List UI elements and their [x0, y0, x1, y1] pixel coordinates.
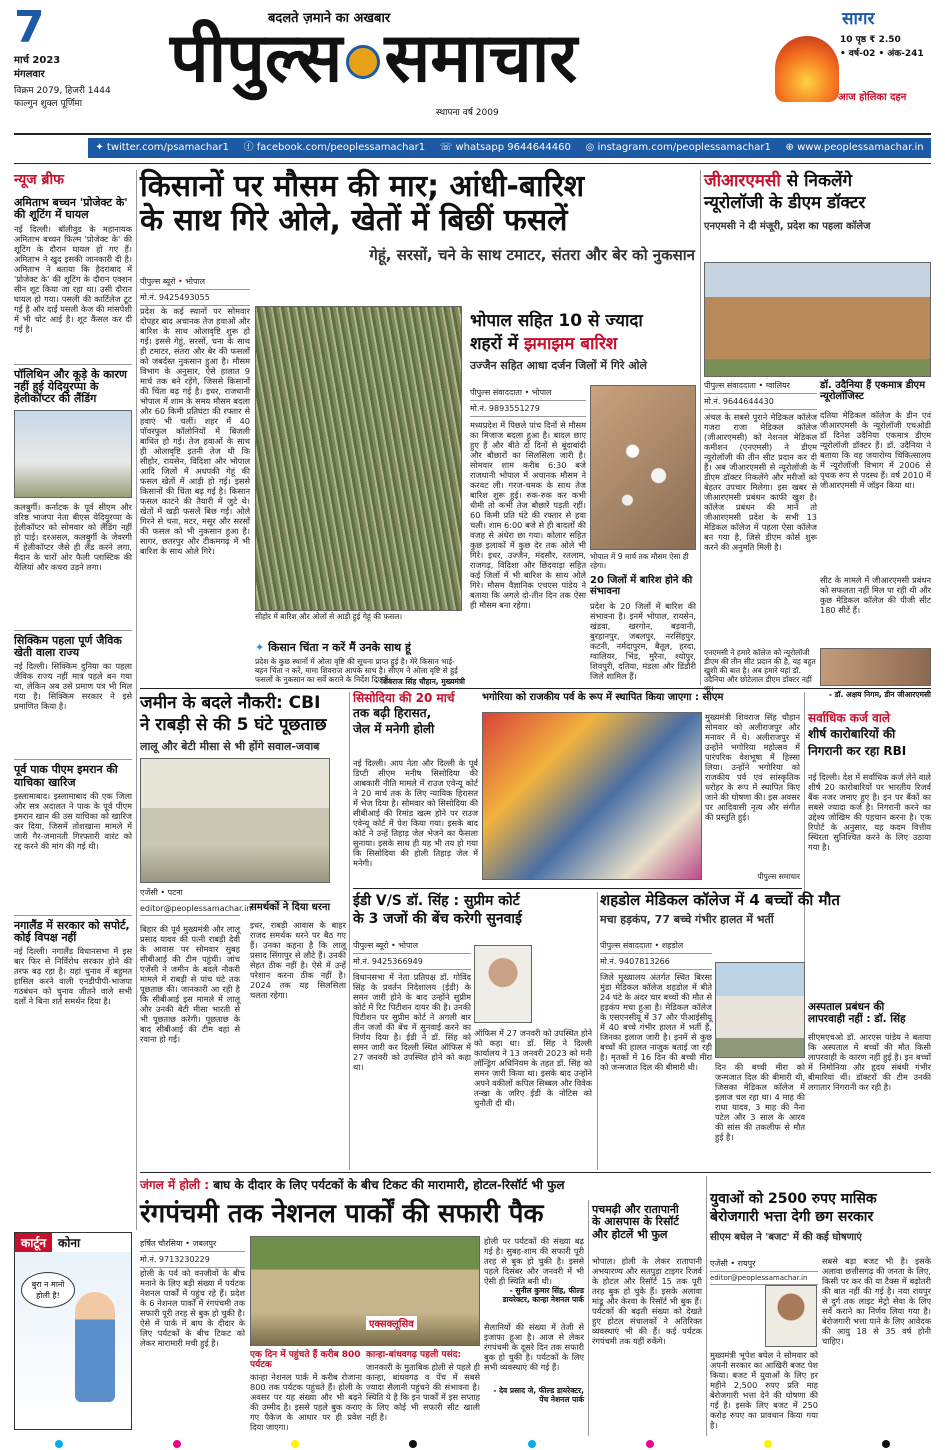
facebook-icon: ⓕ: [243, 142, 257, 153]
instagram-link[interactable]: ◎ instagram.com/peoplessamachar1: [585, 142, 771, 153]
color-registration-marks: [0, 1438, 945, 1450]
rain-subhead-20-districts: 20 जिलों में बारिश होने की संभावना: [590, 575, 693, 598]
date-day: 7: [14, 2, 45, 53]
title-right: समाचार: [384, 19, 578, 98]
brief-item: सिक्किम पहला पूर्ण जैविक खेती वाला राज्य नई दिल्ली। सिक्किम दुनिया का पहला जैविक राज्य नहीं मात्र पहले बन गया था, लेकिन अब उसे प्रमाण पत्र भी मिल गया है। सिक्किम सरकार ने इसे प्रमाणित किया है।: [14, 630, 132, 754]
logo-emblem-icon: [346, 45, 380, 79]
pachmarhi-body: भोपाल। होली के लेकर रातापानी अभयारण्य और सतपुड़ा टाइगर रिजर्व के होटल और रिसॉर्ट 15 तक पूरी तरह बुक हो चुके हैं। इसके अलावा मांडू और केरवा के रिसॉर्ट भी बुक हैं। पर्यटकों की बढ़ती संख्या को देखते हुए होटल संचालकों ने अतिरिक्त व्यवस्थाएं भी की हैं। कई पर्यटक रंगपंचमी तक यहीं रुकेंगे।: [592, 1256, 702, 1346]
safari-col-3: होली पर पर्यटकों की संख्या बढ़ गई है। सुबह-शाम की सफारी पूरी तरह से बुक हो चुकी है। इससे पहले दिसंबर और जनवरी में भी ऐसी ही स्थिति बनी थी। - सुनील कुमार सिंह, फील्ड डायरेक्टर, कान्हा नेशनल पार्क सैलानियों की संख्या में तेजी से इजाफा हुआ है। आज से लेकर रंगपंचमी के दूसरे दिन तक सफारी बुक हो चुकी है। पर्यटकों के लिए सभी व्यवस्थाएं की गई हैं। - देव प्रसाद जे, फील्ड डायरेक्टर, पेंच नेशनल पार्क: [484, 1236, 584, 1404]
youth-body: मुख्यमंत्री भूपेश बघेल ने सोमवार को अपनी सरकार का आखिरी बजट पेश किया। बजट में युवाओं के लिए हर महीने 2,500 रुपए प्रति माह बेरोजगारी भत्ता देने की घोषणा की गई है। इसके लिए बजट में 250 करोड़ रुपए का प्रावधान किया गया है।: [710, 1350, 818, 1430]
hailstones-caption: भोपाल में 9 मार्च तक मौसम ऐसा ही रहेगा।: [590, 552, 689, 570]
wheat-photo-caption: सीहोर में बारिश और ओलों से आड़ी हुई गेहूं की फसल।: [255, 612, 462, 621]
grmc-quote-sign: - डॉ. अक्षय निगम, डीन जीआरएमसी: [828, 690, 931, 699]
sc-body: विधानसभा में नेता प्रतिपक्ष डॉ. गोविंद सिंह के प्रवर्तन निदेशालय (ईडी) के समन जारी होने के बाद उन्होंने सुप्रीम कोर्ट में रिट पिटीशन दायर की है। उनकी पिटीशन पर सुप्रीम कोर्ट ने अगली बार तीन जजों की बेंच में सुनवाई करने का निर्णय दिया है। ईडी ने डॉ. सिंह को समन जारी कर दिल्ली स्थित ऑफिस में 27 जनवरी को उपस्थित होने को कहा था।: [353, 972, 471, 1072]
sc-story: ईडी V/S डॉ. सिंह : सुप्रीम कोर्ट के 3 जजों की बेंच करेगी सुनवाई: [353, 893, 522, 928]
brief-item: पॉलिथिन और कूड़े के कारण नहीं हुई येदियुरप्पा के हेलीकॉप्टर की लैंडिंग कलबुर्गी। कर्नाटक के पूर्व सीएम और वरिष्ठ भाजपा नेता बीएस येदियुरप्पा के हेलीकॉप्टर को सोमवार को लैंडिंग नहीं हो पाई। दरअसल, कलबुर्गी के जेवरगी में हेलीकॉप्टर जैसे ही लैंड करने लगा, मैदान के चारों ओर फैली प्लास्टिक की थैलियां और कचरा उड़ने लगा।: [14, 364, 132, 624]
cartoon-corner: कोना: [58, 1236, 81, 1250]
shahdol-side-body: सीएमएचओ डॉ. आरएस पांडेय ने बताया कि अस्पताल में बच्चों की मौत किसी लापरवाही के कारण नहीं हुई है। इन बच्चों में निमोनिया और हृदय संबंधी गंभीर बीमारियां थीं। डॉक्टरों की टीम उनकी लगातार निगरानी कर रही है।: [808, 1032, 931, 1092]
grmc-byline: पीपुल्स संवाददाता • ग्वालियर मो.नं. 9644644430: [704, 378, 817, 410]
youth-byline: एजेंसी • रायपुर editor@peoplessamachar.in: [710, 1256, 818, 1285]
tithi: फाल्गुन शुक्ल पूर्णिमा: [14, 99, 83, 109]
holika-fire-icon: [775, 36, 839, 102]
grmc-side-body: दतिया मेडिकल कॉलेज के डीन एवं जीआरएमसी के न्यूरोलॉजी एचओडी डॉ दिनेश उदैनिया एकमात्र डीएम न्यूरोलॉजी डॉक्टर हैं। डॉ. उदैनिया ने बताया कि वह जयारोग्य चिकित्सालय में न्यूरोलॉजी विभाग में 2006 से पृथक रूप से पदस्थ हैं। वर्ष 2010 में जीआरएमसी में जॉइन किया था।: [820, 410, 931, 490]
bhagoria-body: मुख्यमंत्री शिवराज सिंह चौहान सोमवार को अलीराजपुर और मनावर में थे। अलीराजपुर में उन्होंने भगोरिया महोत्सव में पारंपरिक वेशभूषा में हिस्सा लिया। उन्होंने भगोरिया को राजकीय पर्व एवं सांस्कृतिक धरोहर के रूप में स्थापित किए जाने की घोषणा की। इस अवसर पर आदिवासी नृत्य और संगीत की प्रस्तुति हुई।: [705, 712, 800, 822]
cbi-side-head: समर्थकों ने दिया धरना: [250, 902, 331, 913]
holi-note: आज होलिका दहन: [838, 92, 907, 103]
facebook-link[interactable]: ⓕ facebook.com/peoplessamachar1: [243, 142, 426, 153]
rain-body: मध्यप्रदेश में पिछले पांच दिनों से मौसम का मिजाज बदला हुआ है। बादल छाए हुए हैं और बीते दो दिनों से बूंदाबांदी और बौछारों का सिलसिला जारी है। सोमवार शाम करीब 6:30 बजे राजधानी भोपाल में अचानक मौसम ने करवट ली। गरज-चमक के साथ तेज बारिश शुरू हुई। रुक-रुक कर कभी धीमी तो कभी तेज बौछारें पड़ती रहीं। 60 किमी प्रति घंटे की रफ्तार से हवा चली। शाम 6:00 बजे से ही बादलों की वजह से अंधेरा छा गया। कोलार सहित कुछ इलाकों में कुछ देर तक ओले भी गिरे। इधर, उज्जैन, मंदसौर, रतलाम, राजगढ़, विदिशा और छिंदवाड़ा सहित कई जिलों में भी बारिश के साथ ओले गिरे। मौसम वैज्ञानिक एचएस पांडेय ने बताया कि अगले दो-तीन दिन तक ऐसा ही मौसम बना रहेगा।: [470, 420, 586, 610]
lead-headline: किसानों पर मौसम की मार; आंधी-बारिश के साथ गिरे ओले, खेतों में बिछीं फसलें: [140, 169, 585, 238]
grmc-story: जीआरएमसी से निकलेंगे न्यूरोलॉजी के डीएम डॉक्टर एनएमसी ने दी मंजूरी, प्रदेश का पहला कॉलेज: [704, 171, 871, 233]
grmc-side-head: डॉ. उदैनिया हैं एकमात्र डीएम न्यूरोलॉजिस्ट: [820, 380, 926, 403]
youth-body-2: सबसे बड़ा बजट भी है। इसके अलावा छत्तीसगढ़ की जनता के लिए, किसी पर कर की या टैक्स में बढ़ोतरी की बात नहीं की गई है। नया रायपुर से दुर्ग तक लाइट मेट्रो सेवा के लिए सर्वे कराने का निर्णय लिया गया है। बेरोजगारी भत्ता पाने के लिए आवेदक की आयु 18 से 35 वर्ष होनी चाहिए।: [822, 1256, 931, 1346]
safari-body: होली के पर्व को वनजीवों के बीच मनाने के लिए बड़ी संख्या में पर्यटक नेशनल पार्कों में पहुंच रहे हैं। प्रदेश के 6 नेशनल पार्कों में रंगपंचमी तक सफारी पूरी तरह से बुक हो चुकी है। ऐसे में पार्क में बाघ के दीदार के लिए पर्यटकों के बीच टिकट को लेकर मारामारी मची हुई है।: [140, 1268, 245, 1348]
safari-banner: जंगल में होली : बाघ के दीदार के लिए पर्यटकों के बीच टिकट की मारामारी, होटल-रिसॉर्ट भी फुल: [140, 1178, 565, 1192]
bhupesh-baghel-portrait: [765, 1285, 817, 1347]
grmc-side-body-2: सीट के मामले में जीआरएमसी प्रबंधन को सफलता नहीं मिल पा रही थी और कुछ मेडिकल कॉलेज की पीजी सीट 180 सीटें हैं।: [820, 575, 931, 615]
cartoon-drawing: [15, 1252, 131, 1428]
globe-icon: ⊕: [785, 142, 798, 153]
cartoon-box: [14, 1232, 132, 1430]
safari-headline: रंगपंचमी तक नेशनल पार्कों की सफारी पैक: [140, 1199, 544, 1229]
shahdol-body-2: दिन की बच्ची मीरा को जन्मजात दिल की बीमारी थी, जिसका मेडिकल कॉलेज में इलाज चल रहा था। 4 माह की राधा यादव, 3 माह की नैना पटेल और 3 साल के आरव की सांस की तकलीफ से मौत हुई है।: [715, 1062, 805, 1142]
whatsapp-link[interactable]: ☏ whatsapp 9644644460: [439, 142, 571, 153]
grmc-body: अंचल के सबसे पुराने मेडिकल कॉलेज गजरा राजा मेडिकल कॉलेज (जीआरएमसी) को नेशनल मेडिकल कमीशन (एनएमसी) ने डीएम न्यूरोलॉजी की तीन सीट प्रदान कर दी हैं। अब जीआरएमसी से न्यूरोलॉजी के डीएम डॉक्टर निकलेंगे और मरीजों को बेहतर उपचार मिलेगा। इस खबर से जीआरएमसी प्रबंधन काफी खुश है। कॉलेज प्रबंधन की मानें तो जीआरएमसी प्रदेश के सभी 13 मेडिकल कॉलेज में पहला ऐसा कॉलेज बन गया है, जिसे डीएम कोर्स शुरू करने की अनुमति मिली है।: [704, 412, 817, 552]
cbi-email: editor@peoplessamachar.in: [140, 902, 240, 916]
instagram-icon: ◎: [585, 142, 598, 153]
cartoon-label: कार्टून: [15, 1233, 52, 1252]
date-box: [14, 2, 134, 109]
twitter-link[interactable]: ✦ twitter.com/psamachar1: [95, 142, 229, 153]
pages-price: 10 पृष्ठ ₹ 2.50: [840, 35, 901, 45]
wheat-field-photo: [255, 306, 462, 611]
brief-heading: न्यूज ब्रीफ: [14, 172, 64, 188]
cbi-raid-photo: [140, 758, 330, 883]
safari-byline: हर्षित चौरसिया • जबलपुर मो.नं. 9713230229: [140, 1236, 245, 1268]
brief-item: पूर्व पाक पीएम इमरान की याचिका खारिज इस्लामाबाद। इस्लामाबाद की एक जिला और सत्र अदालत ने पाक के पूर्व पीएम इमरान खान की उस याचिका को खारिज कर दिया, जिसमें तोशखाना मामले में जारी गैर-जमानती गिरफ्तारी वारंट को रद्द करने की मांग की गई थी।: [14, 759, 132, 909]
date-month: मार्च 2023: [14, 55, 61, 66]
twitter-bird-icon: ✦: [255, 641, 265, 654]
cm-tweet: ✦ किसान चिंता न करें मैं उनके साथ हूं प्रदेश के कुछ स्थानों में ओला वृष्टि की सूचना प्राप्त हुई है। मेरे किसान भाई-बहन चिंता न करें, मामा शिवराज आपके साथ है। सीएम ने ओला वृष्टि से हुई फसलों के नुकसान का सर्वे कराने के निर्देश दिए हैं। - शिवराज सिंह चौहान, मुख्यमंत्री: [255, 641, 465, 686]
shahdol-body: जिले मुख्यालय अंतर्गत स्थित बिरसा मुंडा मेडिकल कॉलेज शहडोल में बीते 24 घंटे के अंदर चार बच्चों की मौत से हड़कंप मचा हुआ है। मेडिकल कॉलेज के एसएनसीयू में 37 और पीआईसीयू में 40 बच्चे गंभीर हालत में भर्ती हैं, जिनका इलाज जारी है। इनमें से कुछ बच्चों की हालत नाजुक बताई जा रही है। मृतकों में 16 दिन की बच्ची मीरा को जन्मजात दिल की बीमारी थी।: [600, 972, 712, 1072]
website-link[interactable]: ⊕ www.peoplessamachar.in: [785, 142, 924, 153]
hailstones-photo: [590, 385, 696, 550]
brief-item: अमिताभ बच्चन 'प्रोजेक्ट के' की शूटिंग में घायल नई दिल्ली। बॉलीवुड के महानायक अमिताभ बच्चन फिल्म 'प्रोजेक्ट के' की शूटिंग के दौरान घायल हो गए हैं। अमिताभ ने खुद इसकी जानकारी दी है। अमिताभ ने बताया कि हैदराबाद में 'प्रोजेक्ट के' की शूटिंग के दौरान एक्शन सीन शूट किया जा रहा था। उसी दौरान घायल हो गया। पसली की कार्टिलेज टूट गई है और दाईं पसली केज की मांसपेशी में भी चोट आई है। शूट कैंसल कर दी गई है।: [14, 196, 132, 334]
weekday: मंगलवार: [14, 69, 45, 80]
safari-side-2: कान्हा-बांधवगढ़ पहली पसंद: जानकारी के मुताबिक होली से पहले ही कान्हा, बांधवगढ़ व पेंच में सबसे ज्यादा सैलानी पहुंचने की संभावना है। स्थिति ये है कि इन पार्कों में इस सप्ताह के लिए कोई भी सफारी सीट खाली नहीं है।: [366, 1350, 480, 1423]
cartoon-bubble: बुरा न मानो होली है!: [21, 1272, 75, 1308]
title-left: पीपुल्स: [170, 19, 343, 98]
cbi-photo-credit: एजेंसी • पटना: [140, 885, 330, 901]
tagline: बदलते ज़माने का अखबार: [268, 11, 391, 26]
brief-item: नगालैंड में सरकार को सपोर्ट, कोई विपक्ष नहीं नई दिल्ली। नगालैंड विधानसभा में इस बार फिर से निर्विरोध सरकार होने की तरफ बढ़ रहा है। यहां चुनाव में बहुमत हासिल करने वाली एनडीपीपी-भाजपा गठबंधन को चुनाव जीतने वाले सभी दलों ने बिना शर्त समर्थन दिया है।: [14, 915, 132, 1067]
lead-byline: पीपुल्स ब्यूरो • भोपाल मो.नं. 9425493055: [140, 274, 250, 306]
grmc-quote: एनएमसी ने हमारे कॉलेज को न्यूरोलॉजी डीएम की तीन सीट प्रदान की है, यह बहुत खुशी की बात है। अब हमारे यहां डॉ. उदैनिया और छोटेलाल डीएम डॉक्टर नहीं: [704, 648, 816, 684]
grmc-building-photo: [704, 262, 931, 377]
whatsapp-icon: ☏: [439, 142, 456, 153]
cbi-side-body: इधर, राबड़ी आवास के बाहर राजद समर्थक धरने पर बैठ गए हैं। उनका कहना है कि लालू प्रसाद सिंगापुर से लौटे हैं। उनकी सेहत ठीक नहीं है। ऐसे में उन्हें परेशान करना ठीक नहीं है। 2024 तक यह सिलसिला चलता रहेगा।: [250, 920, 346, 1000]
lead-body: प्रदेश के कई स्थानों पर सोमवार दोपहर बाद अचानक तेज हवाओं और बारिश के साथ ओलावृष्टि शुरू हो गई। इससे गेहूं, सरसों, चना के साथ ही टमाटर, संतरा और बेर की फसलों को जबर्दस्त नुकसान हुआ है। मौसम विभाग के अनुसार, ऐसे हालात 9 मार्च तक बने रहेंगे, जिससे किसानों की चिंता बढ़ गई है। इधर, राजधानी भोपाल में शाम के समय मौसम बदला और 60 किमी प्रतिघंटा की रफ्तार से हवाएं भी चलीं। शहर में 40 पॉवरफुल कॉलोनियों में बिजली बाधित हो गई। तेज हवाओं के साथ ही ओलावृष्टि इतनी तेज थी कि सीहोर, रायसेन, विदिशा और भोपाल आदि जिलों में अधपकी गेहूं की फसल खेतों में आड़ी हो गई। इससे किसानों की चिंता बढ़ गई है। किसान फसल काटने की तैयारी में जुटे थे। खेतों में खड़ी फसलें बिछ गईं। ओले गिरने से चना, मटर, मसूर और सरसों की फसल को भी नुकसान हुआ है। सागर, छतरपुर और टीकमगढ़ में भी बारिश के साथ ओले गिरे।: [140, 306, 250, 556]
safari-side-1: एक दिन में पहुंचते हैं करीब 800 पर्यटक कान्हा नेशनल पार्क में करीब रोजाना 800 तक पर्यटक पहुंचते हैं। होली के अवसर पर यह संख्या और भी बढ़ने की उम्मीद है। इससे पहले बुक कराए गए पैकेज के आधार पर ही प्रवेश दिया जाएगा।: [250, 1350, 362, 1433]
sisodia-story: सिसोदिया की 20 मार्च तक बढ़ी हिरासत, जेल में मनेगी होली: [353, 691, 455, 736]
masthead: [0, 0, 945, 135]
shahdol-story: शहडोल मेडिकल कॉलेज में 4 बच्चों की मौत मचा हड़कंप, 77 बच्चे गंभीर हालत में भर्ती: [600, 891, 840, 926]
sc-byline: पीपुल्स ब्यूरो • भोपाल मो.नं. 9425366949: [353, 938, 471, 970]
issue: • वर्ष-02 • अंक-241: [840, 49, 924, 59]
cbi-body: बिहार की पूर्व मुख्यमंत्री और लालू प्रसाद यादव की पत्नी राबड़ी देवी के आवास पर सोमवार सुबह सीबीआई की टीम पहुंची। जांच एजेंसी ने जमीन के बदले नौकरी मामले में राबड़ी से पांच घंटे तक पूछताछ की। जानकारी आ रही है कि सीबीआई इस मामले में लालू और उनकी बेटी मीसा भारती से भी पूछताछ करेगी। पूछताछ के बाद सीबीआई की टीम वहां से रवाना हो गई।: [140, 924, 240, 1044]
rbi-story: सर्वाधिक कर्ज वाले शीर्ष कारोबारियों की निगरानी कर रहा RBI: [808, 711, 907, 758]
safari-jeeps-photo: [250, 1236, 480, 1346]
govind-singh-portrait: [474, 945, 532, 1023]
cartoon-figure: [75, 1292, 115, 1402]
bhagoria-photo-credit: पीपुल्स समाचार: [757, 872, 800, 881]
social-bar: [88, 138, 931, 158]
safari-exclusive: एक्सक्लूसिव: [366, 1316, 417, 1330]
samvat: विक्रम 2079, हिजरी 1444: [14, 86, 111, 96]
rain-story: भोपाल सहित 10 से ज्यादा शहरों में झमाझम बारिश उज्जैन सहित आधा दर्जन जिलों में गिरे ओले: [470, 311, 647, 372]
twitter-icon: ✦: [95, 142, 107, 153]
bhagoria-headline: भगोरिया को राजकीय पर्व के रूप में स्थापित किया जाएगा : सीएम: [482, 692, 724, 703]
sc-body-2: ऑफिस में 27 जनवरी को उपस्थित होने को कहा था। डॉ. सिंह ने दिल्ली कार्यालय ने 13 जनवरी 2023 को मनी लॉन्ड्रिंग अधिनियम के तहत डॉ. सिंह को समन जारी किया था। इसके बाद उन्होंने अपने वकीलों कपिल सिब्बल और विवेक तन्खा के जरिए ईडी के नोटिस को चुनौती दी थी।: [474, 1028, 592, 1108]
bhagoria-photo: [482, 712, 702, 880]
youth-story: युवाओं को 2500 रुपए मासिक बेरोजगारी भत्ता देगी छग सरकार सीएम बघेल ने 'बजट' में की कई घोषणाएं: [710, 1191, 877, 1244]
shahdol-byline: पीपुल्स संवाददाता • शहडोल मो.नं. 9407813266: [600, 938, 712, 970]
paper-title: [170, 14, 770, 104]
shahdol-side: अस्पताल प्रबंधन की लापरवाही नहीं : डॉ. सिंह: [808, 1001, 906, 1025]
city: सागर: [842, 9, 875, 29]
news-brief: [14, 170, 132, 1210]
pachmarhi-story: पचमढ़ी और रातापानी के आसपास के रिसॉर्ट और होटलें भी फुल: [592, 1203, 679, 1241]
rain-byline: पीपुल्स संवाददाता • भोपाल मो.नं. 9893551279: [470, 385, 586, 417]
rbi-body: नई दिल्ली। देश में सर्वाधिक कर्ज लेने वाले शीर्ष 20 कारोबारियों पर भारतीय रिजर्व बैंक नजर जमाए हुए है। इन पर बैंकों का सबसे ज्यादा कर्ज है। निगरानी करने का उद्देश्य जोखिम की पहचान करना है। एक रिपोर्ट के अनुसार, यह कदम वित्तीय स्थिरता सुनिश्चित करने के लिए उठाया गया है।: [808, 772, 931, 852]
rain-sub-body: प्रदेश के 20 जिलों में बारिश की संभावना है। इनमें भोपाल, रायसेन, खंडवा, खरगोन, बड़वानी, बुरहानपुर, जबलपुर, नरसिंहपुर, कटनी, नर्मदापुरम, बैतूल, हरदा, ग्वालियर, भिंड, मुरैना, श्योपुर, शिवपुरी, दतिया, मंडला और डिंडौरी जिले शामिल हैं।: [590, 601, 696, 681]
hospital-photo: [715, 962, 805, 1058]
cbi-story: जमीन के बदले नौकरी: CBI ने राबड़ी से की 5 घंटे पूछताछ लालू और बेटी मीसा से भी होंगे सवाल-जवाब: [140, 693, 327, 753]
dean-portrait: [820, 648, 931, 686]
sisodia-body: नई दिल्ली। आप नेता और दिल्ली के पूर्व डिप्टी सीएम मनीष सिसोदिया की आबकारी नीति मामले में राउज एवेन्यू कोर्ट ने 20 मार्च तक के लिए न्यायिक हिरासत में भेज दिया है। सोमवार को सिसोदिया की सीबीआई की रिमांड खत्म होने पर राउज एवेन्यू कोर्ट में पेश किया गया। इसके बाद कोर्ट ने उन्हें तिहाड़ जेल भेजने का फैसला सुनाया। इसके साथ ही यह भी तय हो गया कि सिसोदिया की होली तिहाड़ जेल में मनेगी।: [353, 758, 478, 868]
founded: स्थापना वर्ष 2009: [436, 108, 499, 118]
lead-subhead: गेहूं, सरसों, चने के साथ टमाटर, संतरा और बेर को नुकसान: [369, 246, 695, 265]
helicopter-photo: [14, 410, 132, 498]
